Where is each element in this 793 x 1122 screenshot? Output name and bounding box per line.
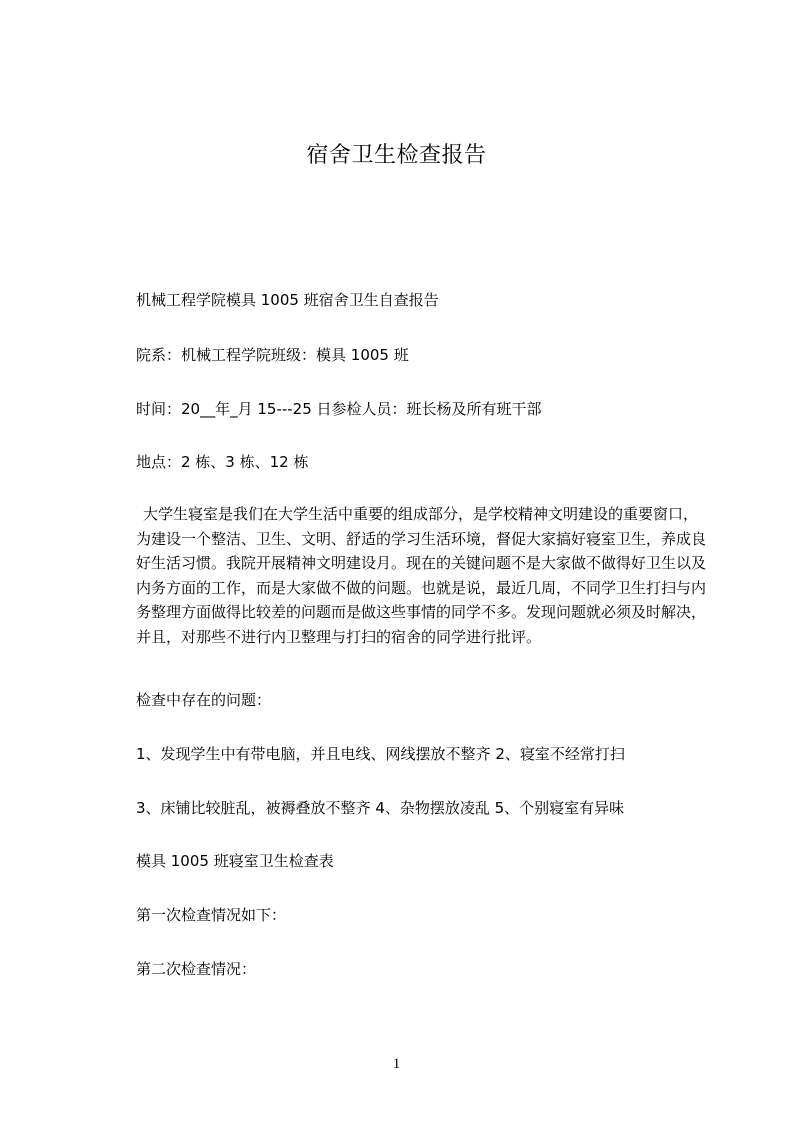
page-number: 1 [392,1056,401,1072]
time-line: 时间：20__年_月 15---25 日参检人员：班长杨及所有班干部 [136,400,542,418]
problems-line-1: 1、发现学生中有带电脑，并且电线、网线摆放不整齐 2、寝室不经常打扫 [136,745,625,763]
document-title: 宿舍卫生检查报告 [306,143,487,168]
location-line: 地点：2 栋、3 栋、12 栋 [136,453,309,471]
first-check-line: 第一次检查情况如下： [136,906,287,924]
problems-heading: 检查中存在的问题： [136,691,272,709]
table-heading: 模具 1005 班寝室卫生检查表 [136,852,334,870]
second-check-line: 第二次检查情况： [136,960,257,978]
department-line: 院系：机械工程学院班级：模具 1005 班 [136,346,409,364]
intro-paragraph: 大学生寝室是我们在大学生活中重要的组成部分，是学校精神文明建设的重要窗口，为建设一个整洁、卫生、文明、舒适的学习生活环境，督促大家搞好寝室卫生，养成良好生活习惯。我院开展精神文明建设月。现在的关键问题不是大家做不做得好卫生以及内务方面的工作，而是大家做不做的问题。也就是说，最近几周，不同学卫生打扫与内务整理方面做得比较差的问题而是做这些事情的同学不多。发现问题就必须及时解决，并且，对那些不进行内卫整理与打扫的宿舍的同学进行批评。 [136,505,707,646]
report-subtitle: 机械工程学院模具 1005 班宿舍卫生自查报告 [136,291,439,309]
problems-line-2: 3、床铺比较脏乱，被褥叠放不整齐 4、杂物摆放凌乱 5、个别寝室有异味 [136,799,625,817]
